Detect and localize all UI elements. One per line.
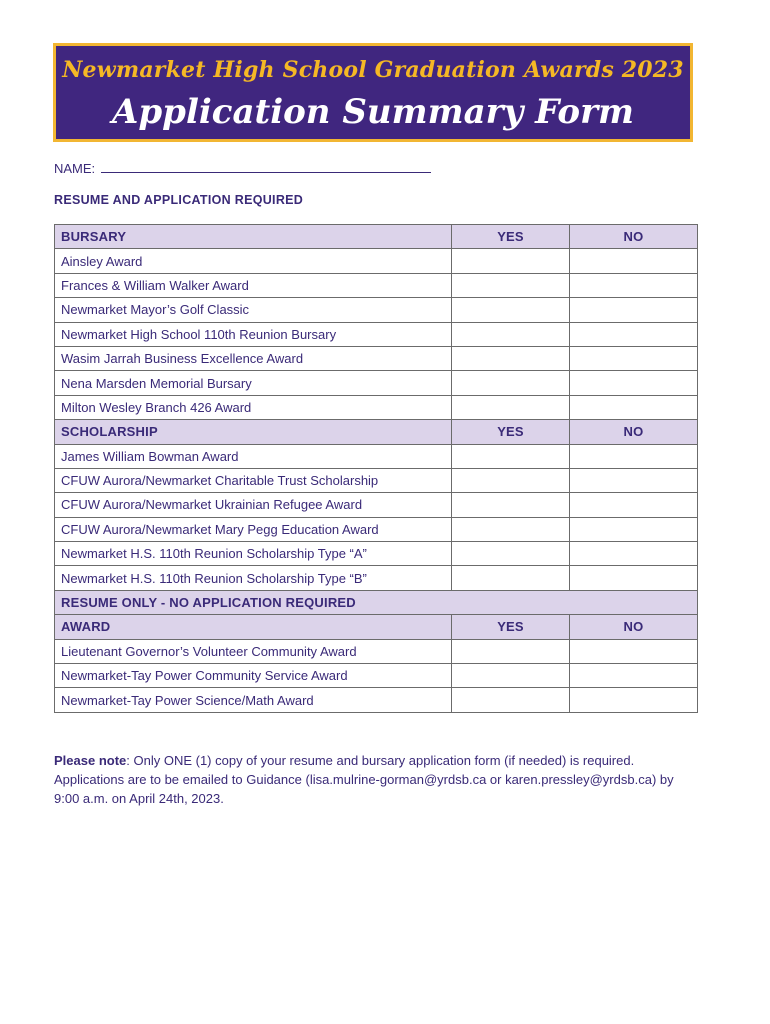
award-name: Lieutenant Governor’s Volunteer Community Award xyxy=(55,639,452,663)
yes-checkbox-cell[interactable] xyxy=(452,493,570,517)
award-header-row xyxy=(55,615,698,639)
no-checkbox-cell[interactable] xyxy=(570,468,698,492)
no-checkbox-cell[interactable] xyxy=(570,566,698,590)
no-checkbox-cell[interactable] xyxy=(570,444,698,468)
yes-checkbox-cell[interactable] xyxy=(452,688,570,712)
table-row xyxy=(55,639,698,663)
name-field-row xyxy=(54,160,431,176)
bursary-header-row xyxy=(55,225,698,249)
award-name: Newmarket-Tay Power Community Service Award xyxy=(55,664,452,688)
no-column-header: NO xyxy=(570,615,698,639)
award-name: Frances & William Walker Award xyxy=(55,273,452,297)
please-note xyxy=(54,751,684,808)
award-name: Newmarket H.S. 110th Reunion Scholarship Type “A” xyxy=(55,542,452,566)
table-row xyxy=(55,664,698,688)
award-name: Milton Wesley Branch 426 Award xyxy=(55,395,452,419)
banner-title: Application Summary Form xyxy=(112,92,634,132)
award-name: Wasim Jarrah Business Excellence Award xyxy=(55,346,452,370)
yes-checkbox-cell[interactable] xyxy=(452,298,570,322)
award-name: Nena Marsden Memorial Bursary xyxy=(55,371,452,395)
yes-checkbox-cell[interactable] xyxy=(452,371,570,395)
yes-checkbox-cell[interactable] xyxy=(452,395,570,419)
yes-column-header: YES xyxy=(452,420,570,444)
table-row xyxy=(55,371,698,395)
award-name: CFUW Aurora/Newmarket Ukrainian Refugee Award xyxy=(55,493,452,517)
no-checkbox-cell[interactable] xyxy=(570,249,698,273)
title-banner xyxy=(53,43,693,142)
yes-checkbox-cell[interactable] xyxy=(452,664,570,688)
requirement-heading: RESUME AND APPLICATION REQUIRED xyxy=(54,193,304,207)
table-row xyxy=(55,444,698,468)
no-checkbox-cell[interactable] xyxy=(570,517,698,541)
yes-checkbox-cell[interactable] xyxy=(452,542,570,566)
yes-checkbox-cell[interactable] xyxy=(452,468,570,492)
no-column-header: NO xyxy=(570,225,698,249)
award-name: Newmarket-Tay Power Science/Math Award xyxy=(55,688,452,712)
table-row xyxy=(55,542,698,566)
award-name: Ainsley Award xyxy=(55,249,452,273)
award-name: Newmarket H.S. 110th Reunion Scholarship Type “B” xyxy=(55,566,452,590)
note-label: Please note xyxy=(54,753,127,768)
table-row xyxy=(55,346,698,370)
no-checkbox-cell[interactable] xyxy=(570,688,698,712)
table-row xyxy=(55,249,698,273)
no-checkbox-cell[interactable] xyxy=(570,542,698,566)
award-header: AWARD xyxy=(55,615,452,639)
name-input-line[interactable] xyxy=(101,160,431,173)
yes-checkbox-cell[interactable] xyxy=(452,322,570,346)
table-row xyxy=(55,395,698,419)
yes-column-header: YES xyxy=(452,615,570,639)
no-checkbox-cell[interactable] xyxy=(570,639,698,663)
no-checkbox-cell[interactable] xyxy=(570,346,698,370)
no-checkbox-cell[interactable] xyxy=(570,371,698,395)
no-checkbox-cell[interactable] xyxy=(570,322,698,346)
table-row xyxy=(55,493,698,517)
resume-only-heading: RESUME ONLY - NO APPLICATION REQUIRED xyxy=(55,590,698,614)
note-text: : Only ONE (1) copy of your resume and bursary application form (if needed) is required. Applications are to be emailed to Guidance (lisa.mulrine-gorman@yrdsb.ca or karen.pressley@yrdsb.ca) by 9:00 a.m. on April 24th, 2023. xyxy=(54,753,674,806)
yes-checkbox-cell[interactable] xyxy=(452,346,570,370)
yes-column-header: YES xyxy=(452,225,570,249)
yes-checkbox-cell[interactable] xyxy=(452,517,570,541)
award-name: Newmarket Mayor’s Golf Classic xyxy=(55,298,452,322)
yes-checkbox-cell[interactable] xyxy=(452,249,570,273)
bursary-header: BURSARY xyxy=(55,225,452,249)
name-label: NAME: xyxy=(54,161,96,176)
table-row xyxy=(55,566,698,590)
banner-subtitle: Newmarket High School Graduation Awards 2023 xyxy=(62,57,684,83)
yes-checkbox-cell[interactable] xyxy=(452,273,570,297)
table-row xyxy=(55,322,698,346)
no-column-header: NO xyxy=(570,420,698,444)
no-checkbox-cell[interactable] xyxy=(570,273,698,297)
yes-checkbox-cell[interactable] xyxy=(452,444,570,468)
resume-only-row xyxy=(55,590,698,614)
table-row xyxy=(55,517,698,541)
scholarship-header: SCHOLARSHIP xyxy=(55,420,452,444)
award-name: CFUW Aurora/Newmarket Charitable Trust Scholarship xyxy=(55,468,452,492)
no-checkbox-cell[interactable] xyxy=(570,298,698,322)
yes-checkbox-cell[interactable] xyxy=(452,566,570,590)
table-row xyxy=(55,298,698,322)
table-row xyxy=(55,688,698,712)
award-name: CFUW Aurora/Newmarket Mary Pegg Education Award xyxy=(55,517,452,541)
awards-table xyxy=(54,224,698,713)
no-checkbox-cell[interactable] xyxy=(570,395,698,419)
yes-checkbox-cell[interactable] xyxy=(452,639,570,663)
award-name: James William Bowman Award xyxy=(55,444,452,468)
table-row xyxy=(55,468,698,492)
scholarship-header-row xyxy=(55,420,698,444)
table-row xyxy=(55,273,698,297)
award-name: Newmarket High School 110th Reunion Bursary xyxy=(55,322,452,346)
no-checkbox-cell[interactable] xyxy=(570,493,698,517)
no-checkbox-cell[interactable] xyxy=(570,664,698,688)
